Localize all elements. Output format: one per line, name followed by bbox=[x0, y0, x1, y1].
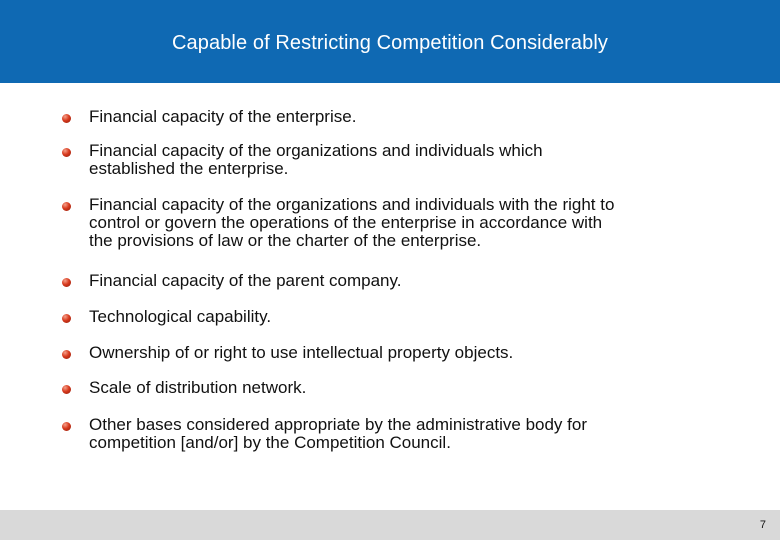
bullet-text-line: competition [and/or] by the Competition Council. bbox=[89, 433, 451, 452]
bullet-text-line: Ownership of or right to use intellectual property objects. bbox=[89, 343, 514, 362]
bullet-text-line: established the enterprise. bbox=[89, 159, 289, 178]
bullet-item-intellectual-property bbox=[89, 344, 739, 362]
bullet-text-line: Financial capacity of the organizations and individuals which bbox=[89, 141, 543, 160]
bullet-icon bbox=[62, 314, 71, 323]
slide-footer bbox=[0, 510, 780, 540]
bullet-icon bbox=[62, 350, 71, 359]
bullet-text-line: the provisions of law or the charter of the enterprise. bbox=[89, 231, 482, 250]
bullet-icon bbox=[62, 148, 71, 157]
bullet-item-controllers-financial-capacity bbox=[89, 196, 739, 250]
bullet-item-other-bases bbox=[89, 416, 739, 452]
bullet-text-line: Technological capability. bbox=[89, 307, 272, 326]
bullet-icon bbox=[62, 385, 71, 394]
bullet-icon bbox=[62, 278, 71, 287]
bullet-icon bbox=[62, 202, 71, 211]
bullet-text-line: Other bases considered appropriate by the administrative body for bbox=[89, 415, 587, 434]
bullet-icon bbox=[62, 422, 71, 431]
page-number: 7 bbox=[759, 519, 766, 531]
bullet-item-financial-capacity-enterprise bbox=[89, 108, 739, 126]
bullet-item-parent-company-financial-capacity bbox=[89, 272, 739, 290]
bullet-text-line: Financial capacity of the organizations and individuals with the right to bbox=[89, 195, 615, 214]
bullet-text-line: Financial capacity of the enterprise. bbox=[89, 107, 357, 126]
bullet-text-line: control or govern the operations of the enterprise in accordance with bbox=[89, 213, 603, 232]
bullet-icon bbox=[62, 114, 71, 123]
bullet-item-distribution-network bbox=[89, 379, 739, 397]
bullet-text-line: Financial capacity of the parent company. bbox=[89, 271, 402, 290]
bullet-item-founders-financial-capacity bbox=[89, 142, 739, 178]
bullet-text-line: Scale of distribution network. bbox=[89, 378, 307, 397]
bullet-item-technological-capability bbox=[89, 308, 739, 326]
slide-title: Capable of Restricting Competition Considerably bbox=[171, 31, 609, 54]
